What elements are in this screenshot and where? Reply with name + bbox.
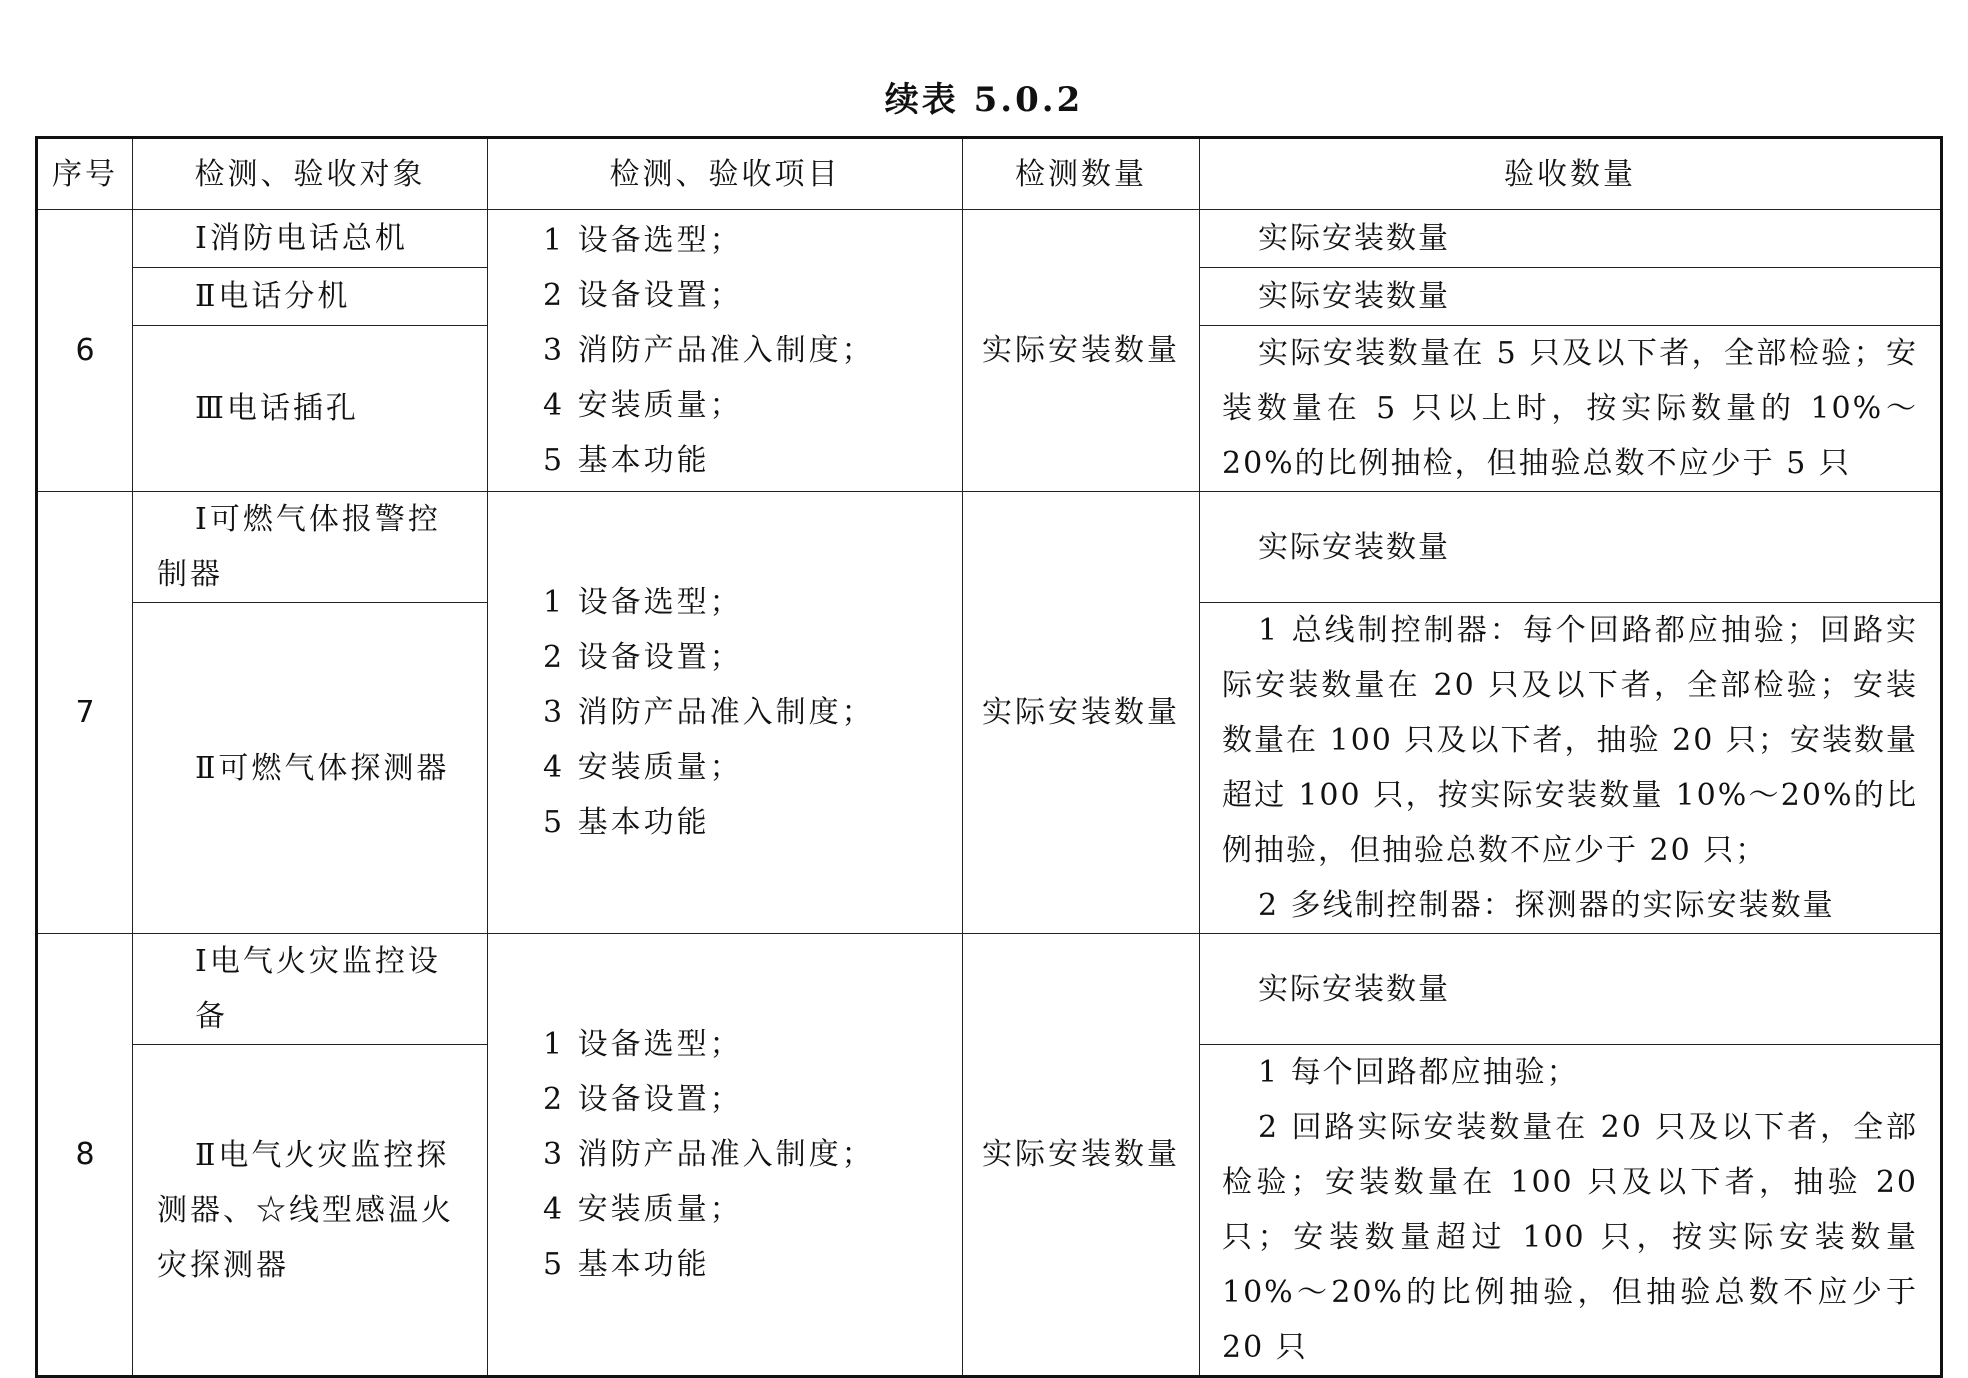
item-line: 3 消防产品准入制度； [543,695,875,730]
item-line: 4 安装质量； [543,750,743,785]
seq-cell: 7 [37,492,133,934]
item-line: 5 基本功能 [543,805,710,840]
accept-text: 2 回路实际安装数量在 20 只及以下者，全部检验；安装数量在 100 只及以下者，抽验 20 只；安装数量超过 100 只，按实际安装数量 10%～20%的比例抽验，但抽验总数不应少于 20 只 [1222,1110,1918,1365]
item-line: 1 设备选型； [543,223,743,258]
seq-cell: 8 [37,934,133,1377]
header-row [37,138,1942,210]
object-cell [133,1045,488,1377]
table-row [37,210,1942,268]
test-qty-cell: 实际安装数量 [963,934,1200,1377]
items-cell [488,492,963,934]
accept-text: 1 总线制控制器：每个回路都应抽验；回路实际安装数量在 20 只及以下者，全部检验；安装数量在 100 只及以下者，抽验 20 只；安装数量超过 100 只，按实际安装数量 10%～20%的比例抽验，但抽验总数不应少于 20 只； [1222,613,1918,868]
object-cell: Ⅱ电话分机 [133,268,488,326]
item-line: 5 基本功能 [543,443,710,478]
item-line: 4 安装质量； [543,1192,743,1227]
accept-text: 实际安装数量在 5 只及以下者，全部检验；安装数量在 5 只以上时，按实际数量的 10%～20%的比例抽检，但抽验总数不应少于 5 只 [1222,336,1918,481]
accept-cell [1200,1045,1942,1377]
object-cell: Ⅲ电话插孔 [133,326,488,492]
accept-text: 实际安装数量 [1258,971,1450,1007]
header-object: 检测、验收对象 [133,138,488,210]
accept-cell [1200,603,1942,934]
object-cell: Ⅰ电气火灾监控设备 [133,934,488,1045]
items-cell [488,210,963,492]
accept-text: 2 多线制控制器：探测器的实际安装数量 [1258,888,1835,923]
object-text: Ⅰ可燃气体报警控制器 [157,502,441,592]
header-items: 检测、验收项目 [488,138,963,210]
object-cell [133,492,488,603]
accept-text: 实际安装数量 [1258,279,1450,314]
item-line: 3 消防产品准入制度； [543,333,875,368]
accept-text: 实际安装数量 [1258,529,1450,565]
accept-cell [1200,326,1942,492]
acceptance-table [35,136,1943,1378]
item-line: 4 安装质量； [543,388,743,423]
accept-cell [1200,934,1942,1045]
accept-text: 实际安装数量 [1258,221,1450,256]
table-row [37,492,1942,603]
object-text: Ⅱ电气火灾监控探测器、☆线型感温火灾探测器 [157,1137,454,1283]
accept-text: 1 每个回路都应抽验； [1258,1055,1579,1090]
accept-cell [1200,210,1942,268]
item-line: 2 设备设置； [543,1082,743,1117]
item-line: 2 设备设置； [543,278,743,313]
table-row [37,934,1942,1045]
object-cell: Ⅱ可燃气体探测器 [133,603,488,934]
item-line: 5 基本功能 [543,1247,710,1282]
table-title: 续表 5.0.2 [884,80,1084,120]
item-line: 2 设备设置； [543,640,743,675]
test-qty-cell: 实际安装数量 [963,492,1200,934]
accept-cell [1200,492,1942,603]
header-seq: 序号 [37,138,133,210]
item-line: 3 消防产品准入制度； [543,1137,875,1172]
header-test-qty: 检测数量 [963,138,1200,210]
seq-cell: 6 [37,210,133,492]
item-line: 1 设备选型； [543,1027,743,1062]
object-cell: Ⅰ消防电话总机 [133,210,488,268]
accept-cell [1200,268,1942,326]
item-line: 1 设备选型； [543,585,743,620]
header-accept-qty: 验收数量 [1200,138,1942,210]
items-cell [488,934,963,1377]
test-qty-cell: 实际安装数量 [963,210,1200,492]
